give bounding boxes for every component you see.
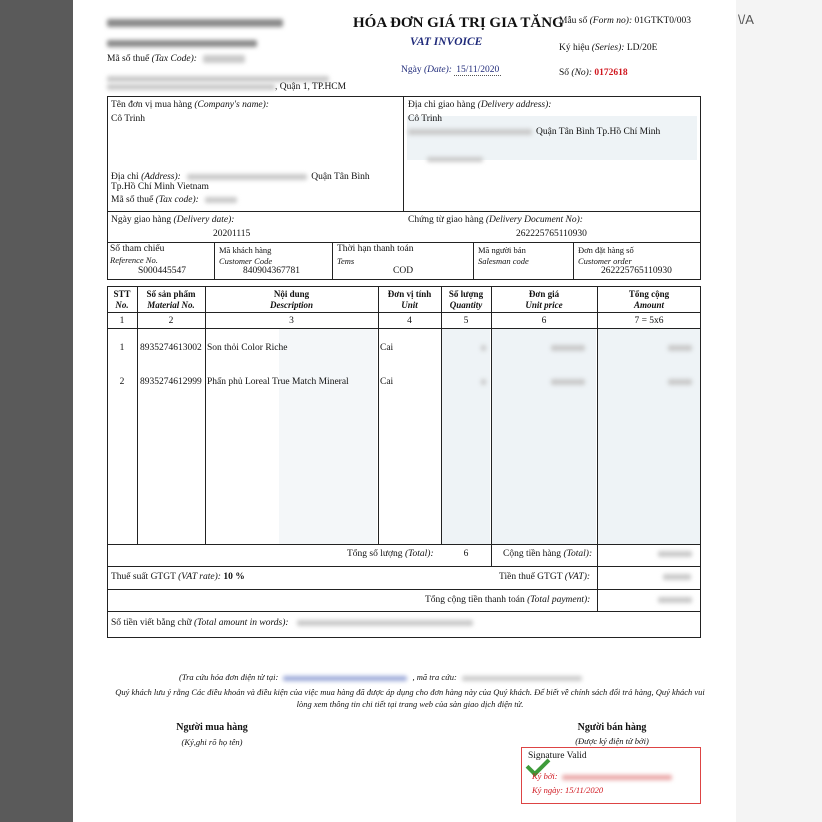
amount-in-words: Số tiền viết bằng chữ (Total amount in words):: [111, 618, 473, 628]
adjacent-page-edge: [736, 0, 822, 822]
row-no: 2: [119, 377, 125, 387]
col-unit-price-header: Đơn giá Unit price: [525, 289, 563, 310]
delivery-doc-value: 262225765110930: [516, 229, 587, 239]
customer-order-value: 262225765110930: [601, 266, 672, 276]
seller-company-line1: [107, 14, 283, 32]
row-unit: Cai: [380, 343, 394, 353]
delivery-date-value: 20201115: [213, 229, 251, 239]
buyer-tax-code: Mã số thuế (Tax code):: [111, 195, 237, 205]
ref-no-value: S000445547: [138, 266, 187, 276]
form-number: Mẫu số (Form no): 01GTKT0/003: [559, 16, 691, 26]
index-cell: 2: [168, 316, 174, 326]
vat-amount-label: Tiền thuế GTGT (VAT):: [499, 572, 591, 582]
series: Ký hiệu (Series): LD/20E: [559, 43, 658, 53]
row-description: Phấn phủ Loreal True Match Mineral: [207, 377, 349, 387]
signed-by: Ký bởi:: [532, 771, 672, 781]
col-description-header: Nội dung Description: [269, 289, 313, 310]
vat-rate: Thuế suất GTGT (VAT rate): 10 %: [111, 572, 245, 582]
delivery-doc-label: Chứng từ giao hàng (Delivery Document No):: [408, 215, 583, 225]
buyer-address: Địa chỉ (Address): Quận Tân Bình: [111, 172, 370, 182]
total-payment-label: Tổng cộng tiền thanh toán (Total payment):: [425, 595, 591, 605]
invoice-page: Mã số thuế (Tax Code): , Quận 1, TP.HCM HÓA ĐƠN GIÁ TRỊ GIA TĂNG VAT INVOICE Ngày (Date): 15/11/2020 Mẫu số (Form no): 01GTKT0/003 Ký hiệu (Series): LD/20E Số (No): 0172618 Tên đơn vị mua hàng (Company's name): Cô Trinh Địa chỉ (Address): Quận Tân Bình Tp.Hồ Chí Minh Vietnam Mã số thuế (Tax code): Địa chỉ giao hàng (Delivery address): Cô Trinh Quận Tân Bình Tp.Hồ Chí Minh Ngày giao hàng (Delivery date): 20201115 Chứng từ giao hàng (Delivery Document No): 262225765110930 Số tham chiếu Reference No. S000445547 Mã khách hàng Customer Code 840904367781 Thời hạn thanh toán Tems COD Mã người bán Salesman code Đơn đặt hàng số Customer order 262225765110930 STT No. Số sản phẩm Material No. Nội dung Description Đơn vị tính Unit Số lượng Quantity Đơn giá Unit price Tổng cộng Amount 1 2 3 4 5 6 7 = 5x6 1 8935274613002 Son thỏi Color Riche Cai 2 8935274612999 Phấn phủ Loreal True Match Mineral Cai Tổng số lượng (Total): 6 Cộng tiền hàng (Total): Thuế suất GTGT (VAT rate): 10 % Tiền thuế GTGT (VAT): Tổng cộng tiền thanh toán (Total payment): Số tiền viết bằng chữ (Total amount in words): (Tra cứu hóa đơn điện tử tại: , mã tra cứu: Quý khách lưu ý rằng Các điều khoản và điều kiện của việc mua hàng đã được áp dụng cho đơn hàng này của Quý khách. Để biết về chính sách đổi trả hàng, Quý khách vui lòng xem thông tin chi tiết tại trang web của sàn giao dịch điện tử. Người mua hàng (Ký,ghi rõ họ tên) Người bán hàng (Được ký điện tử bởi) Signature Valid Ký bởi: Ký ngày: 15/11/2020: [73, 0, 736, 822]
invoice-number: Số (No): 0172618: [559, 68, 628, 78]
delivery-date-label: Ngày giao hàng (Delivery date):: [111, 215, 235, 225]
buyer-signature-title: Người mua hàng: [176, 722, 248, 733]
index-cell: 5: [463, 316, 469, 326]
buyer-address-city: Tp.Hồ Chí Minh Vietnam: [111, 182, 209, 192]
terms-value: COD: [393, 266, 414, 276]
col-unit-header: Đơn vị tính Unit: [387, 289, 432, 310]
row-no: 1: [119, 343, 125, 353]
index-cell: 1: [119, 316, 125, 326]
invoice-date: Ngày (Date): 15/11/2020: [401, 65, 500, 75]
delivery-address: Quận Tân Bình Tp.Hồ Chí Minh: [408, 127, 660, 137]
seller-signature-title: Người bán hàng: [577, 722, 647, 733]
invoice-title: HÓA ĐƠN GIÁ TRỊ GIA TĂNG: [353, 15, 564, 31]
subtotal-label: Cộng tiền hàng (Total):: [503, 549, 593, 559]
seller-company-line2: [107, 34, 257, 52]
ref-no-label: Số tham chiếu: [110, 244, 165, 254]
lookup-line: (Tra cứu hóa đơn điện tử tại: , mã tra cứu:: [179, 672, 582, 682]
customer-order-label: Đơn đặt hàng số: [578, 245, 634, 255]
seller-tax-code: Mã số thuế (Tax Code):: [107, 54, 245, 64]
delivery-address-label: Địa chỉ giao hàng (Delivery address):: [408, 100, 552, 110]
seller-signature-sub: (Được ký điện tử bởi): [575, 736, 649, 746]
customer-code-value: 840904367781: [243, 266, 300, 276]
total-quantity-label: Tổng số lượng (Total):: [347, 549, 434, 559]
index-cell: 7 = 5x6: [634, 316, 664, 326]
index-cell: 6: [541, 316, 547, 326]
customer-code-label: Mã khách hàng: [219, 245, 272, 255]
invoice-subtitle: VAT INVOICE: [410, 36, 483, 48]
buyer-signature-sub: (Ký,ghi rõ họ tên): [181, 737, 243, 747]
total-quantity-value: 6: [463, 549, 469, 559]
buyer-name: Cô Trinh: [111, 114, 146, 124]
col-material-header: Số sản phẩm Material No.: [146, 289, 196, 310]
col-quantity-header: Số lượng Quantity: [448, 289, 484, 310]
seller-address-line2: , Quận 1, TP.HCM: [107, 82, 346, 92]
signed-date: Ký ngày: 15/11/2020: [532, 785, 604, 795]
terms-label: Thời hạn thanh toán: [337, 244, 414, 254]
col-amount-header: Tổng cộng Amount: [628, 289, 670, 310]
delivery-name: Cô Trinh: [408, 114, 443, 124]
terms-note: Quý khách lưu ý rằng Các điều khoản và điều kiện của việc mua hàng đã được áp dụng cho đơn hàng này của Quý khách. Để biết về chính sách đổi trả hàng, Quý khách vui lòng xem thông tin chi tiết tại trang web của sàn giao dịch điện tử.: [115, 687, 705, 709]
row-unit: Cai: [380, 377, 394, 387]
signature-valid-text: Signature Valid: [528, 751, 587, 761]
row-material: 8935274613002: [140, 343, 202, 353]
index-cell: 3: [289, 316, 294, 326]
salesman-label: Mã người bán: [478, 245, 526, 255]
buyer-company-label: Tên đơn vị mua hàng (Company's name):: [111, 100, 269, 110]
index-cell: 4: [407, 316, 412, 326]
edge-text: \/A: [738, 12, 754, 27]
row-material: 8935274612999: [140, 377, 202, 387]
row-description: Son thỏi Color Riche: [207, 343, 288, 353]
col-no-header: STT No.: [113, 289, 131, 310]
